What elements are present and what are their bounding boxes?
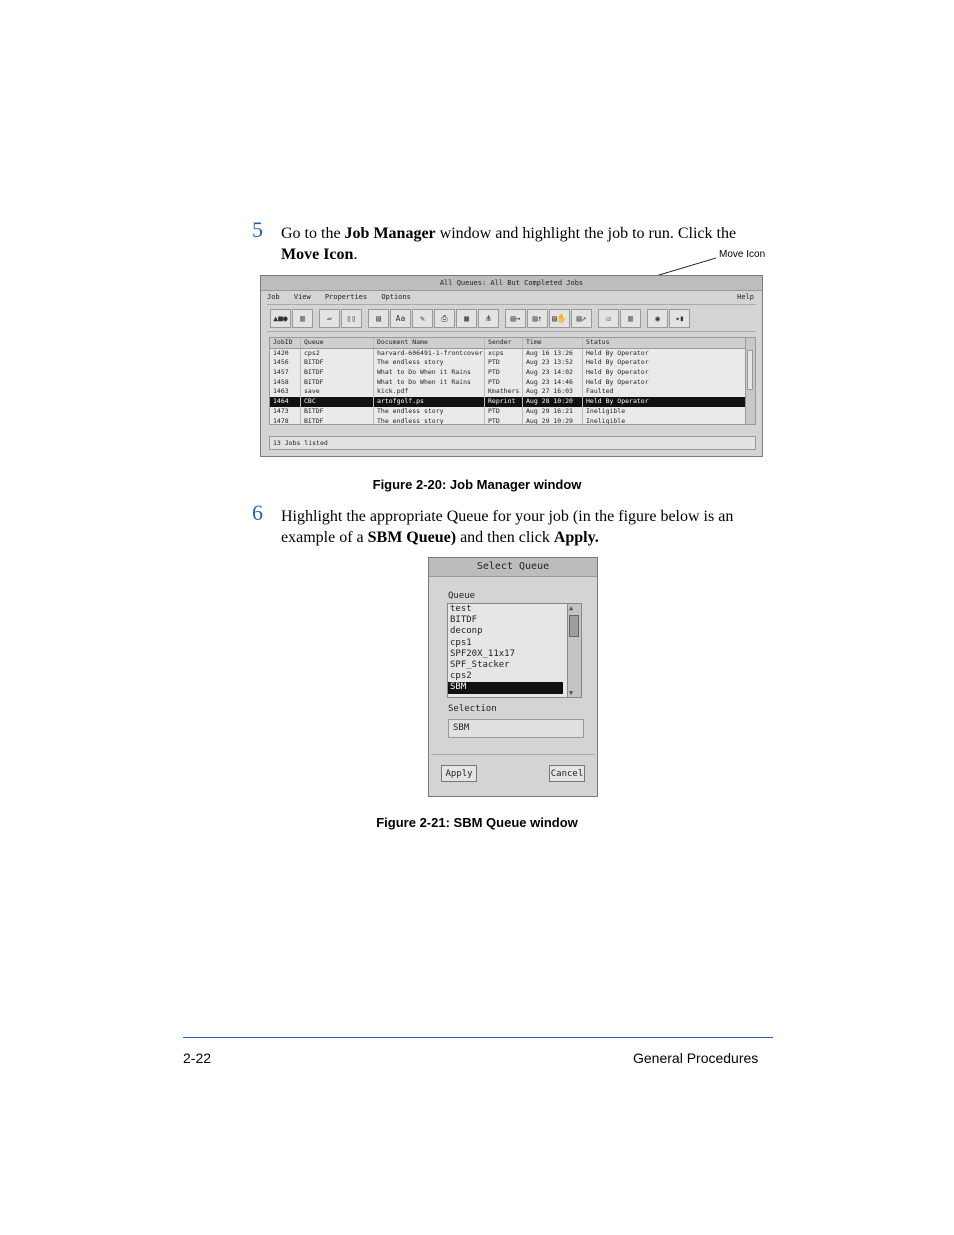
scroll-up-icon[interactable]: ▲ [569, 604, 574, 612]
list-item[interactable]: test [450, 604, 472, 614]
table-row[interactable]: 1458 BITDF What to Do When it Rains PTD Aug 23 14:46 Held By Operator [270, 378, 755, 388]
queue-label: Queue [448, 591, 476, 601]
selection-label: Selection [448, 704, 497, 714]
status-bar: 13 Jobs listed [269, 436, 756, 450]
list-item[interactable]: cps1 [450, 637, 472, 648]
list-item[interactable]: deconp [450, 626, 483, 637]
col-jobid[interactable]: JobID [270, 338, 301, 348]
page-number: 2-22 [183, 1050, 212, 1066]
col-time[interactable]: Time [523, 338, 583, 348]
step-text: Highlight the appropriate Queue for your job (in the figure below is an example of a SBM Queue) and then click Apply. [281, 508, 734, 546]
col-sender[interactable]: Sender [485, 338, 523, 348]
chart-icon[interactable]: ▥ [292, 309, 313, 328]
dialog-title: Select Queue [429, 558, 597, 577]
divider [431, 754, 595, 755]
check-icon[interactable]: ☑ [598, 309, 619, 328]
edit-icon[interactable]: ✎ [412, 309, 433, 328]
font-icon[interactable]: Aa [390, 309, 411, 328]
menu-job[interactable]: Job [267, 293, 280, 301]
table-row[interactable]: 1456 BITDF The endless story PTD Aug 23 13:52 Held By Operator [270, 358, 755, 368]
jobs-table [269, 337, 756, 425]
table-scrollbar[interactable] [745, 338, 755, 424]
col-status[interactable]: Status [586, 338, 610, 346]
stack-icon[interactable]: ▦ [456, 309, 477, 328]
menu-help[interactable]: Help [737, 293, 754, 301]
window-title: All Queues: All But Completed Jobs [261, 276, 762, 291]
select-queue-dialog [428, 557, 598, 797]
menu-properties[interactable]: Properties [324, 293, 368, 301]
hold-icon[interactable]: ▤✋ [549, 309, 570, 328]
move-icon-callout: Move Icon [719, 249, 766, 260]
table-row[interactable]: 1457 BITDF What to Do When it Rains PTD Aug 23 14:02 Held By Operator [270, 368, 755, 378]
queue-list[interactable] [447, 603, 582, 698]
table-row-selected[interactable]: 1464 CBC artofgolf.ps Reprint Aug 28 10:20 Held By Operator [270, 397, 755, 407]
printer-icon[interactable]: ⎙ [434, 309, 455, 328]
document-icon[interactable]: ▤ [368, 309, 389, 328]
table-header [270, 338, 755, 349]
menu-view[interactable]: View [293, 293, 311, 301]
table-row[interactable]: 1473 BITDF The endless story PTD Aug 29 16:21 Ineligible [270, 407, 755, 417]
eraser-icon[interactable]: ▱ [319, 309, 340, 328]
step-number: 6 [252, 500, 263, 525]
list-item[interactable]: BITDF [450, 615, 478, 626]
menu-bar [261, 291, 762, 304]
scroll-thumb[interactable] [569, 615, 579, 637]
list-item[interactable]: SPF_Stacker [450, 659, 510, 670]
footer-rule [183, 1037, 773, 1038]
delete-icon[interactable]: ▥ [620, 309, 641, 328]
table-row[interactable]: 1420 cps2 harvard-606491-1-frontcover xcps Aug 16 13:26 Held By Operator [270, 349, 755, 359]
table-row[interactable]: 1478 BITDF The endless story PTD Aug 29 10:29 Ineligible [270, 417, 755, 426]
list-item[interactable]: SPF20X_11x17 [450, 648, 516, 659]
col-queue[interactable]: Queue [301, 338, 374, 348]
list-item[interactable]: cps2 [450, 671, 472, 682]
release-icon[interactable]: ▤↗ [571, 309, 592, 328]
shapes-icon[interactable]: ▲■● [270, 309, 291, 328]
figure-caption: Figure 2-20: Job Manager window [372, 477, 582, 492]
figure-caption: Figure 2-21: SBM Queue window [376, 815, 578, 830]
scroll-down-icon[interactable]: ▼ [569, 689, 574, 697]
list-scrollbar[interactable] [567, 604, 581, 697]
move-icon[interactable]: ▤→ [505, 309, 526, 328]
scroll-thumb[interactable] [747, 350, 753, 390]
selection-field[interactable]: SBM [448, 719, 584, 738]
move-up-icon[interactable]: ▤↑ [527, 309, 548, 328]
menu-options[interactable]: Options [381, 293, 411, 301]
col-document-name[interactable]: Document Name [374, 338, 485, 348]
printer-status-icon[interactable]: ◉ [647, 309, 668, 328]
cancel-button[interactable]: Cancel [549, 765, 585, 782]
step-number: 5 [252, 217, 263, 242]
section-title: General Procedures [633, 1050, 759, 1066]
job-manager-window [260, 275, 763, 457]
exit-icon[interactable]: ◂▮ [669, 309, 690, 328]
step-text: Go to the Job Manager window and highlight the job to run. Click the Move Icon. [281, 225, 737, 263]
apply-button[interactable]: Apply [441, 765, 477, 782]
list-item-selected[interactable]: SBM [448, 682, 563, 693]
toolbar [267, 304, 756, 332]
tree-icon[interactable]: ⋔ [478, 309, 499, 328]
pages-icon[interactable]: ▯▯ [341, 309, 362, 328]
table-row[interactable]: 1463 save kick.pdf Kmathers Aug 27 16:03 Faulted [270, 387, 755, 397]
